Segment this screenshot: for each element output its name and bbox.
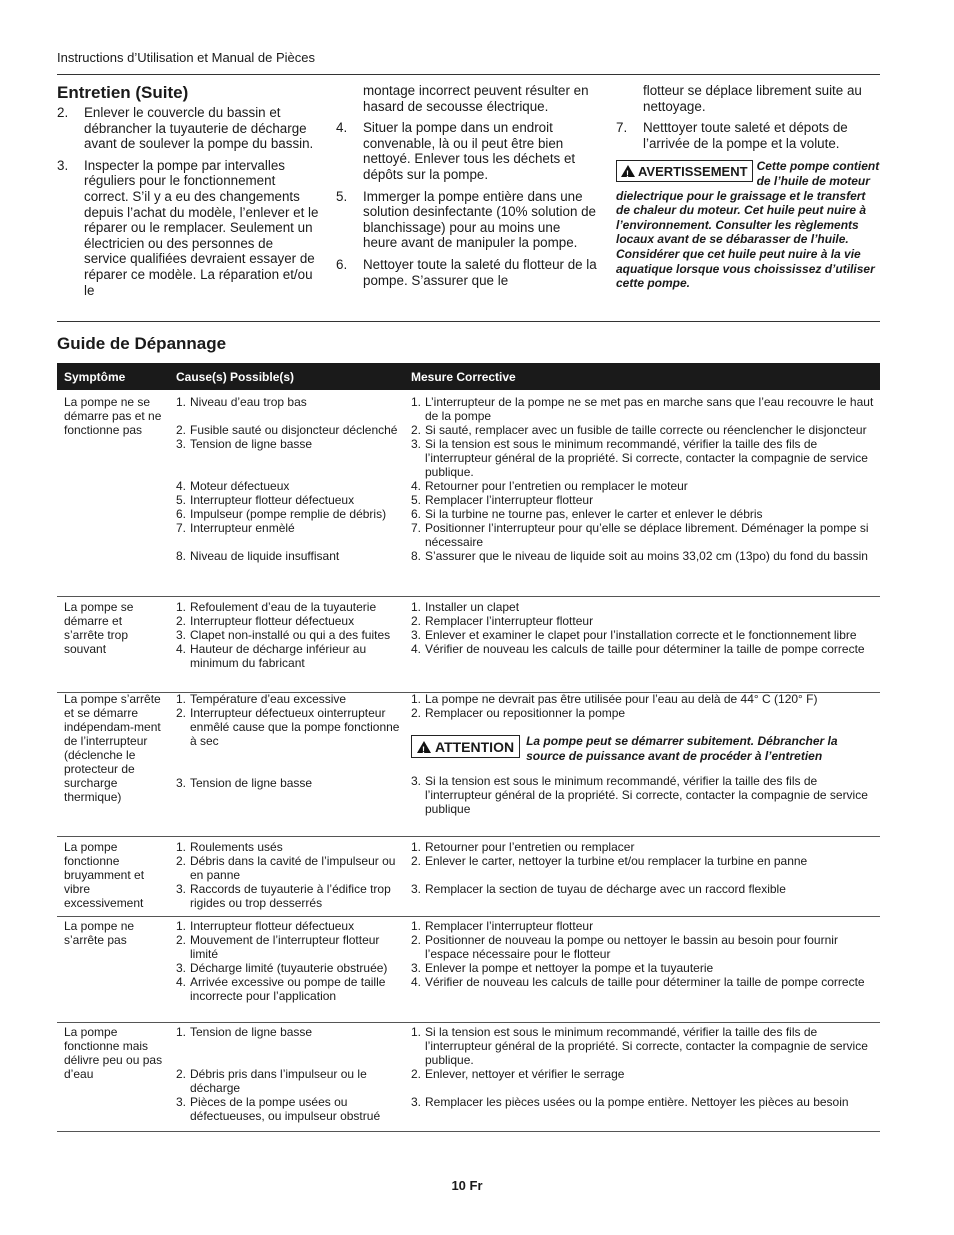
header-causes: Cause(s) Possible(s) xyxy=(176,370,295,384)
list-item: 1. Niveau d’eau trop bas xyxy=(176,395,307,409)
list-item: 1. Roulements usés xyxy=(176,840,283,854)
maintenance-column-2 xyxy=(336,83,598,294)
list-item: 4. Moteur défectueux xyxy=(176,479,290,493)
list-item: 3. Clapet non-installé ou qui a des fuites xyxy=(176,628,391,642)
list-item: 8. Niveau de liquide insuffisant xyxy=(176,549,340,563)
list-item: 3. Décharge limité (tuyauterie obstruée) xyxy=(176,961,388,975)
list-item xyxy=(176,409,404,423)
list-item: 2. Positionner de nouveau la pompe ou nettoyer le bassin au besoin pour fournir l’espace nécessaire pour le flotteur xyxy=(411,933,838,961)
list-item: 1. Remplacer l’interrupteur flotteur xyxy=(411,919,594,933)
list-item xyxy=(176,1039,404,1053)
section-rule xyxy=(57,321,880,322)
list-item: 1. Refoulement d’eau de la tuyauterie xyxy=(176,600,377,614)
list-item: 2. Enlever le carter, nettoyer la turbine et/ou remplacer la turbine en panne xyxy=(411,854,808,868)
warning-text: Cette pompe contient de l’huile de moteur dielectrique pour le graissage et le transfert de chaleur du moteur. Cet huile peut nuire à l’environnement. Consulter les règlements locaux avant de se débarasser de l’huile. Considérer que cet huile peut nuire à la vie aquatique lorsque vous choississez d’utiliser cette pompe. xyxy=(616,159,880,291)
list-item: 2. Si sauté, remplacer avec un fusible de taille correcte ou réenclencher le disjoncteur xyxy=(411,423,867,437)
symptom-cell: La pompe ne s’arrête pas xyxy=(64,919,135,947)
list-item xyxy=(176,451,404,465)
fix-cell xyxy=(411,395,880,563)
list-item: 3. Inspecter la pompe par intervalles réguliers pour le fonctionnement correct. S’il y a eu des changements depuis l’achat du modèle, l’enlever et le réparer ou le remplacer. Seulement un électricien ou des personnes de service qualifiées devraient essayer de réparer ce modèle. La réparation et/ou le xyxy=(57,157,319,298)
fix-cell xyxy=(411,600,880,656)
list-item xyxy=(176,1053,404,1067)
list-item: 2. Fusible sauté ou disjoncteur déclenché xyxy=(176,423,398,437)
list-item xyxy=(176,535,404,549)
list-item: 3. Raccords de tuyauterie à l’édifice trop rigides ou trop desserrés xyxy=(176,882,391,910)
maintenance-column-1 xyxy=(57,83,319,304)
list-item: 7. Positionner l’interrupteur pour qu’elle se déplace librement. Déménager la pompe si nécessaire xyxy=(411,521,869,549)
list-item: 1. Interrupteur flotteur défectueux xyxy=(176,919,355,933)
list-item: 1. Température d’eau excessive xyxy=(176,692,347,706)
list-item: 1. L’interrupteur de la pompe ne se met pas en marche sans que l’eau recouvre le haut de la pompe xyxy=(411,395,874,423)
table-row xyxy=(57,919,880,1023)
list-item: 3. Remplacer les pièces usées ou la pompe entière. Nettoyer les pièces au besoin xyxy=(411,1095,849,1109)
list-item: 4. Hauteur de décharge inférieur au minimum du fabricant xyxy=(176,642,367,670)
list-item: 4. Vérifier de nouveau les calculs de taille pour déterminer la taille de pompe correcte xyxy=(411,642,865,656)
list-item: 2. Enlever, nettoyer et vérifier le serrage xyxy=(411,1067,625,1081)
list-item: 3. Pièces de la pompe usées ou défectueuses, ou impulseur obstrué xyxy=(176,1095,381,1123)
list-item: 1. Installer un clapet xyxy=(411,600,520,614)
table-row xyxy=(57,395,880,597)
attention-block xyxy=(411,734,880,764)
list-item: 3. Si la tension est sous le minimum recommandé, vérifier la taille des fils de l’interrupteur général de la propriété. Si correcte, contacter la compagnie de service publique. xyxy=(411,437,868,479)
list-item: 5. Remplacer l’interrupteur flotteur xyxy=(411,493,594,507)
list-item: flotteur se déplace librement suite au nettoyage. xyxy=(643,83,862,114)
maintenance-column-3 xyxy=(616,83,882,291)
list-item: 8. S’assurer que le niveau de liquide soit au moins 33,02 cm (13po) du fond du bassin xyxy=(411,549,868,563)
list-item: 4. Vérifier de nouveau les calculs de taille pour déterminer la taille de pompe correcte xyxy=(411,975,865,989)
fix-cell xyxy=(411,840,880,896)
fix-cell xyxy=(411,919,880,989)
list-item: 3. Tension de ligne basse xyxy=(176,776,313,790)
cause-cell xyxy=(176,600,404,670)
list-item: 2. Enlever le couvercle du bassin et débrancher la tuyauterie de décharge avant de soulever la pompe du bassin. xyxy=(57,105,314,152)
list-item: 1. Retourner pour l’entretien ou remplacer xyxy=(411,840,635,854)
list-item: 3. Tension de ligne basse xyxy=(176,437,313,451)
warning-icon: ! xyxy=(417,741,431,753)
table-header xyxy=(57,363,880,390)
list-item: 2. Débris dans la cavité de l’impulseur ou en panne xyxy=(176,854,396,882)
list-item: 2. Remplacer ou repositionner la pompe xyxy=(411,706,626,720)
symptom-cell: La pompe s’arrête et se démarre indépendam-ment de l’interrupteur (déclenche le protecteur de surcharge thermique) xyxy=(64,692,161,804)
list-item: 5. Immerger la pompe entière dans une solution desinfectante (10% solution de blanchissage) pour au moins une heure avant de manipuler la pompe. xyxy=(336,188,597,251)
list-item: 6. Impulseur (pompe remplie de débris) xyxy=(176,507,387,521)
list-item: 3. Enlever et examiner le clapet pour l’installation correcte et le fonctionnement libre xyxy=(411,628,857,642)
warning-block xyxy=(616,159,882,290)
symptom-cell: La pompe fonctionne mais délivre peu ou pas d’eau xyxy=(64,1025,163,1081)
table-row xyxy=(57,600,880,693)
section-title-troubleshooting: Guide de Dépannage xyxy=(57,334,227,353)
header-fixes: Mesure Corrective xyxy=(411,370,516,384)
list-item: 1. Tension de ligne basse xyxy=(176,1025,313,1039)
attention-badge: ! ATTENTION xyxy=(411,735,520,758)
list-item xyxy=(411,1081,880,1095)
table-row xyxy=(57,692,880,837)
list-item xyxy=(411,868,880,882)
warning-icon: ! xyxy=(621,165,635,177)
list-item: 7. Netttoyer toute saleté et dépots de l’arrivée de la pompe et la volute. xyxy=(616,120,848,151)
running-header: Instructions d’Utilisation et Manual de Pièces xyxy=(57,50,315,65)
table-row xyxy=(57,1025,880,1132)
header-symptom: Symptôme xyxy=(64,370,126,384)
list-item xyxy=(176,465,404,479)
top-rule xyxy=(57,74,880,75)
cause-cell xyxy=(176,919,404,1003)
list-item: 2. Mouvement de l’interrupteur flotteur limité xyxy=(176,933,380,961)
list-item: 3. Enlever la pompe et nettoyer la pompe et la tuyauterie xyxy=(411,961,714,975)
list-item: 7. Interrupteur enmèlé xyxy=(176,521,295,535)
attention-text: La pompe peut se démarrer subitement. Débrancher la source de puissance avant de procéder à l’entretien xyxy=(526,734,838,763)
cause-cell xyxy=(176,1025,404,1123)
list-item: 4. Arrivée excessive ou pompe de taille incorrecte pour l’application xyxy=(176,975,386,1003)
list-item: 6. Nettoyer toute la saleté du flotteur de la pompe. S’assurer que le xyxy=(336,256,597,288)
list-item: 3. Remplacer la section de tuyau de décharge avec un raccord flexible xyxy=(411,882,786,896)
table-row xyxy=(57,840,880,917)
symptom-cell: La pompe fonctionne bruyamment et vibre excessivement xyxy=(64,840,145,910)
cause-cell xyxy=(176,840,404,910)
symptom-cell: La pompe ne se démarre pas et ne fonctionne pas xyxy=(64,395,162,437)
section-title-maintenance: Entretien (Suite) xyxy=(57,83,189,102)
fix-cell xyxy=(411,1025,880,1109)
list-item: 4. Situer la pompe dans un endroit convenable, là ou il peut être bien nettoyé. Enlever tous les déchets et dépôts sur la pompe. xyxy=(336,120,576,182)
list-item: 1. La pompe ne devrait pas être utilisée pour l’eau au delà de 44° C (120° F) xyxy=(411,692,818,706)
cause-cell xyxy=(176,395,404,563)
list-item: 3. Si la tension est sous le minimum recommandé, vérifier la taille des fils de l’interrupteur général de la propriété. Si correcte, contacter la compagnie de service publique xyxy=(411,774,868,816)
fix-cell xyxy=(411,692,880,816)
list-item: 2. Débris pris dans l’impulseur ou le décharge xyxy=(176,1067,367,1095)
list-item: 2. Remplacer l’interrupteur flotteur xyxy=(411,614,594,628)
warning-badge: ! AVERTISSEMENT xyxy=(616,160,753,182)
symptom-cell: La pompe se démarre et s’arrête trop souvant xyxy=(64,600,134,656)
list-item: 2. Interrupteur défectueux ointerrupteur enmêlé cause que la pompe fonctionne à sec xyxy=(176,706,400,748)
list-item: 1. Si la tension est sous le minimum recommandé, vérifier la taille des fils de l’interrupteur général de la propriété. Si correcte, contacter la compagnie de service publique. xyxy=(411,1025,868,1067)
list-item: montage incorrect peuvent résulter en hasard de secousse électrique. xyxy=(363,83,589,114)
cause-cell xyxy=(176,692,404,790)
list-item: 5. Interrupteur flotteur défectueux xyxy=(176,493,355,507)
list-item: 2. Interrupteur flotteur défectueux xyxy=(176,614,355,628)
list-item: 4. Retourner pour l’entretien ou remplacer le moteur xyxy=(411,479,688,493)
list-item: 6. Si la turbine ne tourne pas, enlever le carter et enlever le débris xyxy=(411,507,763,521)
page-number: 10 Fr xyxy=(451,1178,483,1193)
